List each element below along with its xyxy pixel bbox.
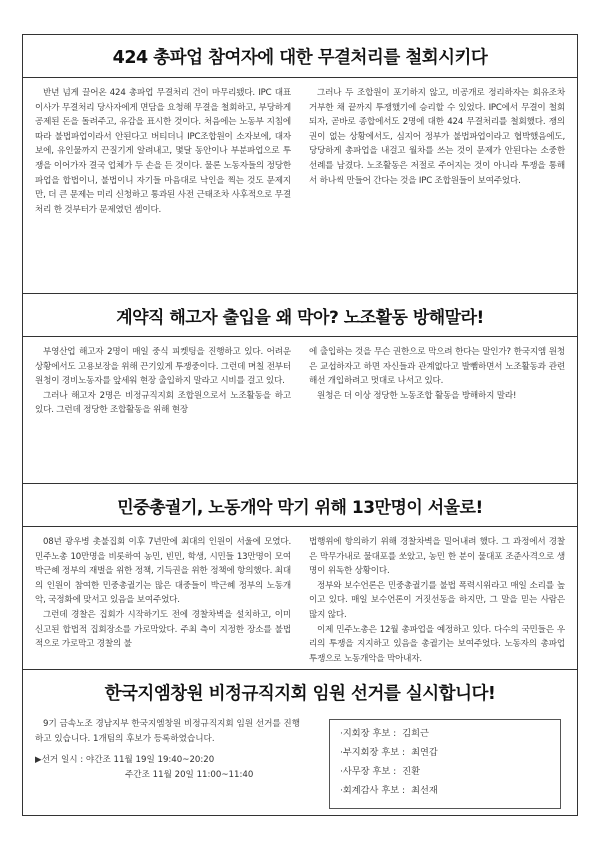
paragraph: 반년 넘게 끌어온 424 총파업 무결처리 건이 마무리됐다. IPC 대표이사가 무결처리 당사자에게 면담을 요청해 무결을 철회하고, 부당하게 공제된 돈을 돌려주고, 유감을 표시한 것이다. 처음에는 노동부 지침에 따라 불법파업이라서 안된다고 버티더니 IPC조합원이 소자보에, 대자보에, 유인물까지 끈질기게 알려내고, 몇달 동안이나 부분파업으로 투쟁을 이어가자 결국 업체가 두 손을 든 것이다. 물론 노동자들의 정당한 파업을 합법이니, 불법이니 자기들 마음대로 낙인을 찍는 것도 문제지만, 더 큰 문제는 미리 신청하고 통과된 사전 근태조차 사후적으로 무결처리 한 것부터가 문제였던 셈이다. (35, 88, 291, 215)
candidate-row (340, 724, 550, 743)
candidate-name: 최연갑 (411, 747, 438, 758)
candidate-name: 최선재 (411, 785, 438, 796)
candidate-role: ·부지회장 후보 : (340, 747, 406, 758)
election-text (35, 717, 305, 783)
section-body (23, 337, 577, 483)
paragraph: 원청은 더 이상 정당한 노동조합 활동을 방해하지 말라! (317, 390, 517, 401)
section-mass-rally (23, 483, 577, 669)
section-title: 계약직 해고자 출입을 왜 막아? 노조활동 방해말라! (23, 293, 577, 337)
newsletter-page (22, 34, 578, 816)
election-schedule (35, 753, 305, 783)
left-column (35, 345, 300, 477)
paragraph: 이제 민주노총은 12월 총파업을 예정하고 있다. 다수의 국민들은 우리의 투쟁을 지지하고 있음을 총궐기는 보여주었다. 노동자의 총파업 투쟁으로 노동개악을 막아내자. (309, 624, 565, 664)
section-body (23, 527, 577, 669)
section-election (23, 669, 577, 815)
schedule-day: 주간조 11월 20일 11:00~11:40 (125, 770, 254, 780)
right-column (300, 345, 565, 477)
section-dismissed-access (23, 293, 577, 483)
candidate-role: ·지회장 후보 : (340, 728, 397, 739)
candidate-name: 진환 (402, 766, 420, 777)
paragraph: 그러나 해고자 2명은 비정규직지회 조합원으로서 노조활동을 하고 있다. 그런데 정당한 조합활동을 위해 현장 (35, 390, 291, 416)
paragraph: 그러나 두 조합원이 포기하지 않고, 비공개로 정리하자는 회유조차 거부한 채 끝까지 투쟁했기에 승리할 수 있었다. IPC에서 무결이 철회되자, 곧바로 종합에서도 2명에 대한 424 무결처리를 철회했다. 쟁의권이 없는 상황에서도, 심지어 정부가 불법파업이라고 협박했음에도, 당당하게 총파업을 내걸고 월차를 쓰는 것이 문제가 안된다는 소중한 선례를 남겼다. 노조활동은 저절로 주어지는 것이 아니라 투쟁을 통해서 하나씩 만들어 간다는 것을 IPC 조합원들이 보여주었다. (309, 88, 565, 186)
candidate-row (340, 762, 550, 781)
candidate-box (329, 719, 561, 809)
left-column (35, 535, 300, 663)
right-column (300, 535, 565, 663)
candidate-row (340, 781, 550, 800)
section-strike-nowage (23, 35, 577, 293)
candidate-role: ·사무장 후보 : (340, 766, 397, 777)
left-column (35, 86, 300, 288)
candidate-name: 김희근 (402, 728, 429, 739)
section-body (23, 78, 577, 294)
right-column (300, 86, 565, 288)
election-body (23, 713, 577, 815)
paragraph: 정부와 보수언론은 민중총궐기를 불법 폭력시위라고 매일 소리를 높이고 있다. 매일 보수언론이 거짓선동을 하지만, 그 말을 믿는 사람은 많지 않다. (309, 580, 565, 620)
candidate-row (340, 743, 550, 762)
candidate-role: ·회계감사 후보 : (340, 785, 406, 796)
schedule-night: ▶선거 일시 : 야간조 11월 19일 19:40~20:20 (35, 755, 215, 765)
section-title: 민중총궐기, 노동개악 막기 위해 13만명이 서울로! (23, 483, 577, 527)
paragraph: 부영산업 해고자 2명이 매일 중식 피켓팅을 진행하고 있다. 어려운 상황에서도 고용보장을 위해 끈기있게 투쟁중이다. 그런데 며칠 전부터 원청이 경비노동자를 앞세워 현장 출입하지 말라고 시비를 걸고 있다. (35, 347, 291, 387)
election-intro: 9기 금속노조 경남지부 한국지엠창원 비정규직지회 임원 선거를 진행하고 있습니다. 1개팀의 후보가 등록하였습니다. (35, 719, 301, 744)
paragraph: 에 출입하는 것을 무슨 권한으로 막으려 한다는 말인가? 한국지엠 원청은 교섭하자고 하면 자신들과 관계없다고 발뺌하면서 노조활동과 관련해선 개입하려고 멋대로 나서고 있다. (309, 347, 565, 387)
paragraph: 08년 광우병 촛불집회 이후 7년만에 최대의 인원이 서울에 모였다. 민주노총 10만명을 비롯하여 농민, 빈민, 학생, 시민들 13만명이 모여 박근혜 정부의 재벌을 위한 정책, 기득권을 위한 정책에 항의했다. 최대의 인원이 참여한 민중총궐기는 많은 대중들이 박근혜 정부의 노동개악, 국정화에 맞서고 있음을 보여주었다. (35, 537, 291, 606)
paragraph: 그런데 경찰은 집회가 시작하기도 전에 경찰차벽을 설치하고, 이미 신고된 합법적 집회장소를 가로막았다. 주최 측이 지정한 장소를 불법적으로 가로막고 경찰의 불 (35, 609, 291, 650)
paragraph: 법행위에 항의하기 위해 경찰차벽을 밀어내려 했다. 그 과정에서 경찰은 막무가내로 물대포를 쏘았고, 농민 한 분이 물대포 조준사격으로 생명이 위독한 상황이다. (309, 537, 565, 577)
section-title: 424 총파업 참여자에 대한 무결처리를 철회시키다 (23, 35, 577, 78)
section-title: 한국지엠창원 비정규직지회 임원 선거를 실시합니다! (23, 669, 577, 714)
